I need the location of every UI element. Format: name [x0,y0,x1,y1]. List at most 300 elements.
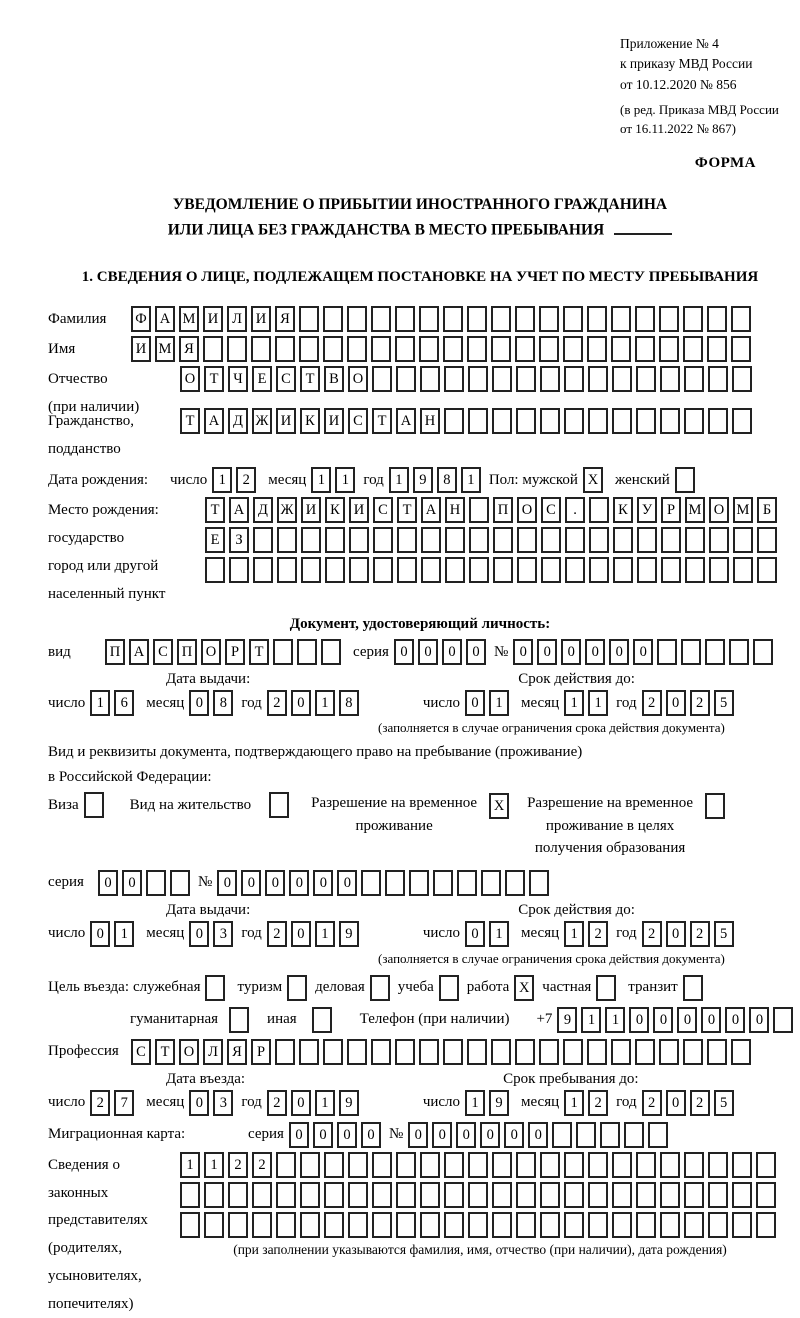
char-cell[interactable] [347,336,367,362]
char-cell[interactable] [624,1122,644,1148]
char-cell[interactable]: 1 [315,1090,335,1116]
char-cell[interactable]: Я [179,336,199,362]
char-cell[interactable] [685,557,705,583]
char-cell[interactable]: 1 [389,467,409,493]
char-cell[interactable]: В [324,366,344,392]
char-cell[interactable] [468,366,488,392]
char-cell[interactable]: М [155,336,175,362]
char-cell[interactable] [773,1007,793,1033]
char-cell[interactable]: 1 [311,467,331,493]
char-cell[interactable]: 7 [114,1090,134,1116]
char-cell[interactable] [348,1152,368,1178]
char-cell[interactable]: 1 [315,921,335,947]
char-cell[interactable] [552,1122,572,1148]
char-cell[interactable]: 8 [213,690,233,716]
char-cell[interactable]: П [105,639,125,665]
char-cell[interactable] [683,306,703,332]
char-cell[interactable] [541,557,561,583]
char-cell[interactable] [708,366,728,392]
char-cell[interactable]: 1 [465,1090,485,1116]
char-cell[interactable]: 2 [690,690,710,716]
char-cell[interactable] [180,1182,200,1208]
char-cell[interactable] [419,336,439,362]
char-cell[interactable] [516,366,536,392]
char-cell[interactable]: 0 [465,690,485,716]
char-cell[interactable]: 1 [461,467,481,493]
char-cell[interactable] [612,366,632,392]
char-cell[interactable] [636,1212,656,1238]
char-cell[interactable]: 0 [480,1122,500,1148]
char-cell[interactable] [433,870,453,896]
char-cell[interactable] [563,1039,583,1065]
char-cell[interactable] [540,366,560,392]
char-cell[interactable] [709,557,729,583]
char-cell[interactable]: С [131,1039,151,1065]
char-cell[interactable]: 0 [609,639,629,665]
char-cell[interactable]: О [201,639,221,665]
char-cell[interactable] [481,870,501,896]
char-cell[interactable] [732,1212,752,1238]
char-cell[interactable] [587,336,607,362]
char-cell[interactable] [757,527,777,553]
char-cell[interactable] [299,306,319,332]
char-cell[interactable]: 0 [189,921,209,947]
char-cell[interactable]: 0 [313,870,333,896]
char-cell[interactable] [636,366,656,392]
char-cell[interactable]: 1 [588,690,608,716]
char-cell[interactable]: 2 [642,690,662,716]
char-cell[interactable] [349,557,369,583]
char-cell[interactable] [596,975,616,1001]
char-cell[interactable]: Т [180,408,200,434]
char-cell[interactable]: Е [252,366,272,392]
char-cell[interactable] [705,793,725,819]
char-cell[interactable] [300,1182,320,1208]
char-cell[interactable] [323,306,343,332]
char-cell[interactable] [348,1182,368,1208]
char-cell[interactable]: И [324,408,344,434]
char-cell[interactable] [505,870,525,896]
char-cell[interactable]: 0 [241,870,261,896]
char-cell[interactable]: 2 [236,467,256,493]
char-cell[interactable]: 0 [465,921,485,947]
char-cell[interactable] [370,975,390,1001]
char-cell[interactable]: 0 [701,1007,721,1033]
char-cell[interactable] [612,408,632,434]
char-cell[interactable] [204,1212,224,1238]
char-cell[interactable] [493,557,513,583]
char-cell[interactable]: 2 [228,1152,248,1178]
char-cell[interactable] [204,1182,224,1208]
char-cell[interactable] [683,1039,703,1065]
char-cell[interactable]: Б [757,497,777,523]
char-cell[interactable] [516,1182,536,1208]
char-cell[interactable] [276,1212,296,1238]
char-cell[interactable] [515,1039,535,1065]
char-cell[interactable]: 5 [714,690,734,716]
char-cell[interactable]: 1 [315,690,335,716]
char-cell[interactable] [371,336,391,362]
char-cell[interactable] [372,1212,392,1238]
char-cell[interactable]: А [204,408,224,434]
char-cell[interactable] [468,1152,488,1178]
char-cell[interactable] [371,1039,391,1065]
char-cell[interactable]: 0 [666,1090,686,1116]
char-cell[interactable]: 1 [212,467,232,493]
char-cell[interactable] [612,1212,632,1238]
char-cell[interactable]: 1 [605,1007,625,1033]
char-cell[interactable]: X [583,467,603,493]
char-cell[interactable]: 0 [289,870,309,896]
char-cell[interactable] [301,527,321,553]
char-cell[interactable] [146,870,166,896]
char-cell[interactable] [492,1182,512,1208]
char-cell[interactable]: М [685,497,705,523]
char-cell[interactable] [636,1182,656,1208]
char-cell[interactable] [300,1212,320,1238]
char-cell[interactable]: 1 [489,690,509,716]
char-cell[interactable] [467,1039,487,1065]
char-cell[interactable] [516,1212,536,1238]
char-cell[interactable] [324,1212,344,1238]
char-cell[interactable] [443,306,463,332]
char-cell[interactable] [396,1152,416,1178]
char-cell[interactable] [660,1152,680,1178]
char-cell[interactable]: 9 [489,1090,509,1116]
char-cell[interactable] [395,336,415,362]
char-cell[interactable]: 0 [442,639,462,665]
char-cell[interactable]: 2 [690,921,710,947]
char-cell[interactable]: 0 [504,1122,524,1148]
char-cell[interactable] [589,527,609,553]
char-cell[interactable] [564,408,584,434]
char-cell[interactable] [684,1152,704,1178]
char-cell[interactable]: К [325,497,345,523]
char-cell[interactable]: 5 [714,921,734,947]
char-cell[interactable] [600,1122,620,1148]
char-cell[interactable]: Т [155,1039,175,1065]
char-cell[interactable] [275,1039,295,1065]
char-cell[interactable] [684,366,704,392]
char-cell[interactable]: И [251,306,271,332]
char-cell[interactable] [229,557,249,583]
char-cell[interactable]: Н [445,497,465,523]
char-cell[interactable] [539,1039,559,1065]
char-cell[interactable] [253,527,273,553]
char-cell[interactable]: 0 [528,1122,548,1148]
char-cell[interactable] [467,336,487,362]
char-cell[interactable]: А [129,639,149,665]
char-cell[interactable] [457,870,477,896]
char-cell[interactable]: Д [228,408,248,434]
char-cell[interactable]: М [179,306,199,332]
char-cell[interactable]: 0 [337,870,357,896]
char-cell[interactable] [252,1182,272,1208]
char-cell[interactable]: 0 [291,1090,311,1116]
char-cell[interactable] [276,1182,296,1208]
char-cell[interactable] [731,306,751,332]
char-cell[interactable] [287,975,307,1001]
char-cell[interactable]: Н [420,408,440,434]
char-cell[interactable]: У [637,497,657,523]
char-cell[interactable]: 2 [252,1152,272,1178]
char-cell[interactable] [659,336,679,362]
char-cell[interactable]: О [348,366,368,392]
char-cell[interactable]: Ж [252,408,272,434]
char-cell[interactable] [299,336,319,362]
char-cell[interactable]: Е [205,527,225,553]
char-cell[interactable] [636,1152,656,1178]
char-cell[interactable]: Т [372,408,392,434]
char-cell[interactable] [660,1182,680,1208]
char-cell[interactable]: 1 [114,921,134,947]
char-cell[interactable]: Ф [131,306,151,332]
char-cell[interactable] [409,870,429,896]
char-cell[interactable] [729,639,749,665]
char-cell[interactable]: X [514,975,534,1001]
char-cell[interactable]: 0 [291,690,311,716]
char-cell[interactable] [529,870,549,896]
char-cell[interactable] [203,336,223,362]
char-cell[interactable] [491,1039,511,1065]
char-cell[interactable] [84,792,104,818]
char-cell[interactable] [205,557,225,583]
char-cell[interactable] [324,1182,344,1208]
char-cell[interactable] [611,306,631,332]
char-cell[interactable]: 3 [213,921,233,947]
char-cell[interactable]: 9 [557,1007,577,1033]
char-cell[interactable]: 1 [564,690,584,716]
char-cell[interactable]: И [349,497,369,523]
char-cell[interactable] [273,639,293,665]
char-cell[interactable] [588,408,608,434]
char-cell[interactable]: 0 [537,639,557,665]
char-cell[interactable] [637,527,657,553]
char-cell[interactable] [661,527,681,553]
char-cell[interactable] [635,306,655,332]
char-cell[interactable]: З [229,527,249,553]
char-cell[interactable]: О [179,1039,199,1065]
char-cell[interactable] [469,497,489,523]
char-cell[interactable] [301,557,321,583]
char-cell[interactable] [443,336,463,362]
char-cell[interactable]: 0 [561,639,581,665]
char-cell[interactable]: 1 [180,1152,200,1178]
char-cell[interactable]: 0 [90,921,110,947]
char-cell[interactable] [253,557,273,583]
char-cell[interactable]: 0 [666,921,686,947]
char-cell[interactable]: А [396,408,416,434]
char-cell[interactable]: 0 [394,639,414,665]
char-cell[interactable] [468,1212,488,1238]
char-cell[interactable]: 0 [189,690,209,716]
char-cell[interactable] [372,366,392,392]
char-cell[interactable] [756,1152,776,1178]
char-cell[interactable]: 2 [690,1090,710,1116]
char-cell[interactable] [300,1152,320,1178]
char-cell[interactable] [515,306,535,332]
char-cell[interactable] [732,1152,752,1178]
char-cell[interactable]: 0 [418,639,438,665]
char-cell[interactable] [491,336,511,362]
char-cell[interactable] [757,557,777,583]
char-cell[interactable] [635,336,655,362]
char-cell[interactable] [731,1039,751,1065]
char-cell[interactable]: 9 [413,467,433,493]
char-cell[interactable] [419,1039,439,1065]
char-cell[interactable]: П [493,497,513,523]
char-cell[interactable] [635,1039,655,1065]
char-cell[interactable] [372,1182,392,1208]
char-cell[interactable]: С [373,497,393,523]
char-cell[interactable] [348,1212,368,1238]
char-cell[interactable]: 2 [642,921,662,947]
char-cell[interactable] [444,366,464,392]
char-cell[interactable] [444,408,464,434]
char-cell[interactable] [708,408,728,434]
char-cell[interactable] [660,408,680,434]
char-cell[interactable] [588,1212,608,1238]
char-cell[interactable]: . [565,497,585,523]
char-cell[interactable]: 0 [666,690,686,716]
char-cell[interactable] [492,366,512,392]
char-cell[interactable]: К [300,408,320,434]
char-cell[interactable] [492,1152,512,1178]
char-cell[interactable] [468,1182,488,1208]
char-cell[interactable]: 0 [725,1007,745,1033]
char-cell[interactable]: И [203,306,223,332]
char-cell[interactable]: Т [205,497,225,523]
char-cell[interactable] [540,408,560,434]
char-cell[interactable] [396,1182,416,1208]
char-cell[interactable] [564,366,584,392]
char-cell[interactable]: 0 [629,1007,649,1033]
char-cell[interactable] [396,1212,416,1238]
char-cell[interactable] [275,336,295,362]
char-cell[interactable] [684,1212,704,1238]
char-cell[interactable] [733,527,753,553]
char-cell[interactable]: 9 [339,921,359,947]
char-cell[interactable] [395,306,415,332]
char-cell[interactable]: 0 [633,639,653,665]
char-cell[interactable] [445,527,465,553]
char-cell[interactable] [756,1212,776,1238]
char-cell[interactable] [491,306,511,332]
char-cell[interactable] [565,527,585,553]
char-cell[interactable]: 2 [90,1090,110,1116]
char-cell[interactable] [467,306,487,332]
char-cell[interactable] [251,336,271,362]
char-cell[interactable] [180,1212,200,1238]
char-cell[interactable] [732,366,752,392]
char-cell[interactable] [445,557,465,583]
char-cell[interactable] [170,870,190,896]
char-cell[interactable] [707,336,727,362]
char-cell[interactable]: 1 [204,1152,224,1178]
char-cell[interactable] [708,1182,728,1208]
char-cell[interactable] [731,336,751,362]
char-cell[interactable] [684,408,704,434]
char-cell[interactable] [297,639,317,665]
char-cell[interactable] [732,1182,752,1208]
char-cell[interactable]: 1 [581,1007,601,1033]
char-cell[interactable] [269,792,289,818]
char-cell[interactable]: 2 [267,690,287,716]
char-cell[interactable] [443,1039,463,1065]
char-cell[interactable] [563,306,583,332]
char-cell[interactable] [444,1182,464,1208]
char-cell[interactable]: Я [275,306,295,332]
char-cell[interactable] [611,336,631,362]
char-cell[interactable] [707,306,727,332]
char-cell[interactable]: О [709,497,729,523]
char-cell[interactable] [753,639,773,665]
char-cell[interactable] [299,1039,319,1065]
char-cell[interactable] [589,557,609,583]
char-cell[interactable]: 0 [466,639,486,665]
char-cell[interactable] [325,527,345,553]
char-cell[interactable] [373,527,393,553]
char-cell[interactable] [589,497,609,523]
char-cell[interactable]: 0 [749,1007,769,1033]
char-cell[interactable] [541,527,561,553]
char-cell[interactable] [515,336,535,362]
char-cell[interactable]: 8 [339,690,359,716]
char-cell[interactable]: 3 [213,1090,233,1116]
char-cell[interactable] [611,1039,631,1065]
char-cell[interactable] [659,1039,679,1065]
char-cell[interactable]: 1 [90,690,110,716]
char-cell[interactable] [469,527,489,553]
char-cell[interactable] [420,366,440,392]
char-cell[interactable]: А [229,497,249,523]
char-cell[interactable]: Т [300,366,320,392]
char-cell[interactable] [323,336,343,362]
char-cell[interactable] [421,527,441,553]
char-cell[interactable]: 0 [291,921,311,947]
char-cell[interactable]: 0 [456,1122,476,1148]
char-cell[interactable] [576,1122,596,1148]
char-cell[interactable]: Д [253,497,273,523]
char-cell[interactable] [661,557,681,583]
char-cell[interactable] [421,557,441,583]
char-cell[interactable] [323,1039,343,1065]
char-cell[interactable] [657,639,677,665]
char-cell[interactable] [708,1212,728,1238]
char-cell[interactable] [325,557,345,583]
char-cell[interactable] [732,408,752,434]
char-cell[interactable] [227,336,247,362]
char-cell[interactable] [277,527,297,553]
char-cell[interactable] [277,557,297,583]
char-cell[interactable] [588,366,608,392]
char-cell[interactable]: И [131,336,151,362]
char-cell[interactable]: Т [249,639,269,665]
char-cell[interactable] [420,1182,440,1208]
char-cell[interactable] [420,1152,440,1178]
char-cell[interactable]: 2 [267,1090,287,1116]
char-cell[interactable] [373,557,393,583]
char-cell[interactable]: 1 [489,921,509,947]
char-cell[interactable] [683,336,703,362]
char-cell[interactable] [540,1212,560,1238]
char-cell[interactable] [564,1212,584,1238]
char-cell[interactable]: М [733,497,753,523]
char-cell[interactable] [564,1182,584,1208]
char-cell[interactable] [397,527,417,553]
char-cell[interactable]: О [517,497,537,523]
char-cell[interactable]: С [348,408,368,434]
